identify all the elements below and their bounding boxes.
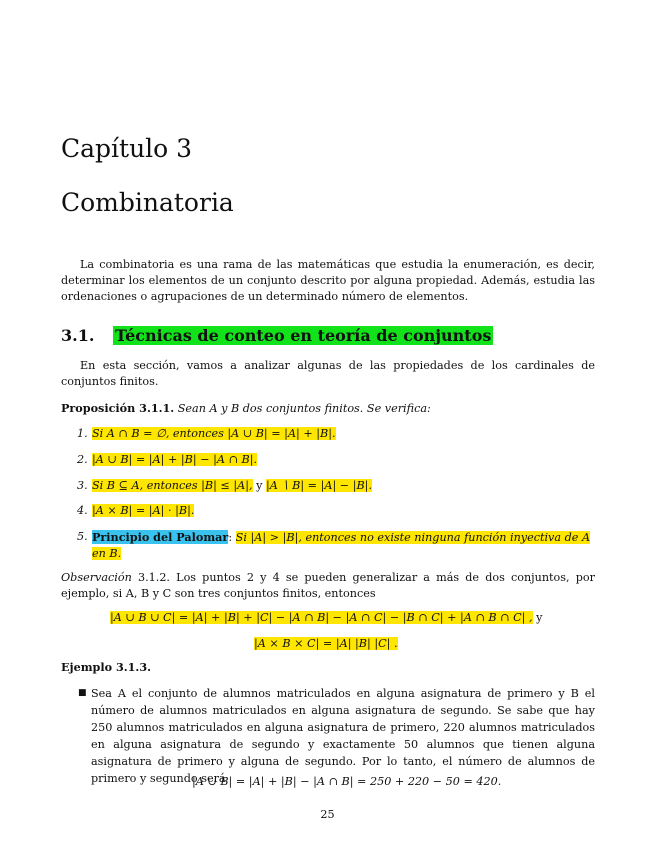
- item-number: 4.: [77, 504, 88, 517]
- item-colon: :: [228, 531, 233, 544]
- item-text: Si |A| > |B|, entonces no existe ninguna función inyectiva de A en B.: [92, 531, 591, 560]
- formula-product-three: [254, 637, 398, 650]
- proposition-item-2: [77, 452, 597, 468]
- page-number: 25: [320, 808, 335, 821]
- chapter-label: Capítulo 3: [61, 134, 193, 163]
- observation-text: Los puntos 2 y 4 se pueden generalizar a más de dos conjuntos, por ejemplo, si A, B y C son tres conjuntos finitos, entonces: [61, 571, 595, 601]
- item-text: |A ∪ B| = |A| + |B| − |A ∩ B|.: [92, 453, 258, 466]
- proposition-statement: Sean A y B dos conjuntos finitos. Se verifica:: [177, 402, 431, 415]
- section-number: 3.1.: [61, 326, 95, 345]
- formula-product-text: |A × B × C| = |A| |B| |C| .: [254, 637, 398, 650]
- formula-conjunction: y: [536, 611, 543, 624]
- proposition-item-3: [77, 478, 597, 494]
- chapter-title: Combinatoria: [61, 188, 234, 217]
- intro-paragraph: La combinatoria es una rama de las matemáticas que estudia la enumeración, es decir, determinar los elementos de un conjunto descrito por alguna propiedad. Además, estudia las ordenaciones o agrupaciones de un determinado número de elementos.: [61, 258, 595, 304]
- section-intro: En esta sección, vamos a analizar algunas de las propiedades de los cardinales de conjuntos finitos.: [61, 359, 595, 389]
- item-text: Si B ⊆ A, entonces |B| ≤ |A|,: [92, 479, 253, 492]
- item-conjunction: y: [256, 479, 263, 492]
- formula-union-three: [110, 611, 542, 624]
- proposition-item-5: [77, 529, 597, 562]
- example-text: Sea A el conjunto de alumnos matriculados en alguna asignatura de primero y B el número de alumnos matriculados en alguna asignatura de segundo. Se sabe que hay 250 alumnos matriculados en alguna asignatura de primero, 220 alumnos matriculados en alguna asignatura de segundo y exactamente 50 alumnos que tienen alguna asignatura de primero y alguna de segundo. Por lo tanto, el número de alumnos de primero y segundo será: [91, 687, 595, 785]
- section-title: Técnicas de conteo en teoría de conjuntos: [115, 326, 492, 345]
- item-number: 2.: [77, 453, 88, 466]
- item-text: |A × B| = |A| · |B|.: [92, 504, 195, 517]
- observation-label: Observación: [61, 571, 132, 584]
- section-heading: [61, 326, 493, 345]
- item-number: 1.: [77, 427, 88, 440]
- example-formula: |A ∪ B| = |A| + |B| − |A ∩ B| = 250 + 220 − 50 = 420.: [192, 775, 502, 788]
- proposition-item-1: [77, 426, 597, 442]
- proposition-header: [61, 401, 431, 415]
- observation-paragraph: [61, 570, 595, 602]
- palomar-principle-label: Principio del Palomar: [92, 530, 229, 544]
- bullet-icon: ■: [78, 688, 87, 698]
- formula-union-text: |A ∪ B ∪ C| = |A| + |B| + |C| − |A ∩ B| − |A ∩ C| − |B ∩ C| + |A ∩ B ∩ C| ,: [110, 611, 533, 624]
- item-number: 5.: [77, 530, 88, 543]
- item-number: 3.: [77, 479, 88, 492]
- item-text: |A ∖ B| = |A| − |B|.: [266, 479, 373, 492]
- example-heading: Ejemplo 3.1.3.: [61, 660, 151, 674]
- item-text: Si A ∩ B = ∅, entonces |A ∪ B| = |A| + |B|.: [92, 427, 336, 440]
- proposition-label: Proposición 3.1.1.: [61, 401, 175, 415]
- proposition-item-4: [77, 503, 597, 519]
- observation-number: 3.1.2.: [137, 571, 170, 584]
